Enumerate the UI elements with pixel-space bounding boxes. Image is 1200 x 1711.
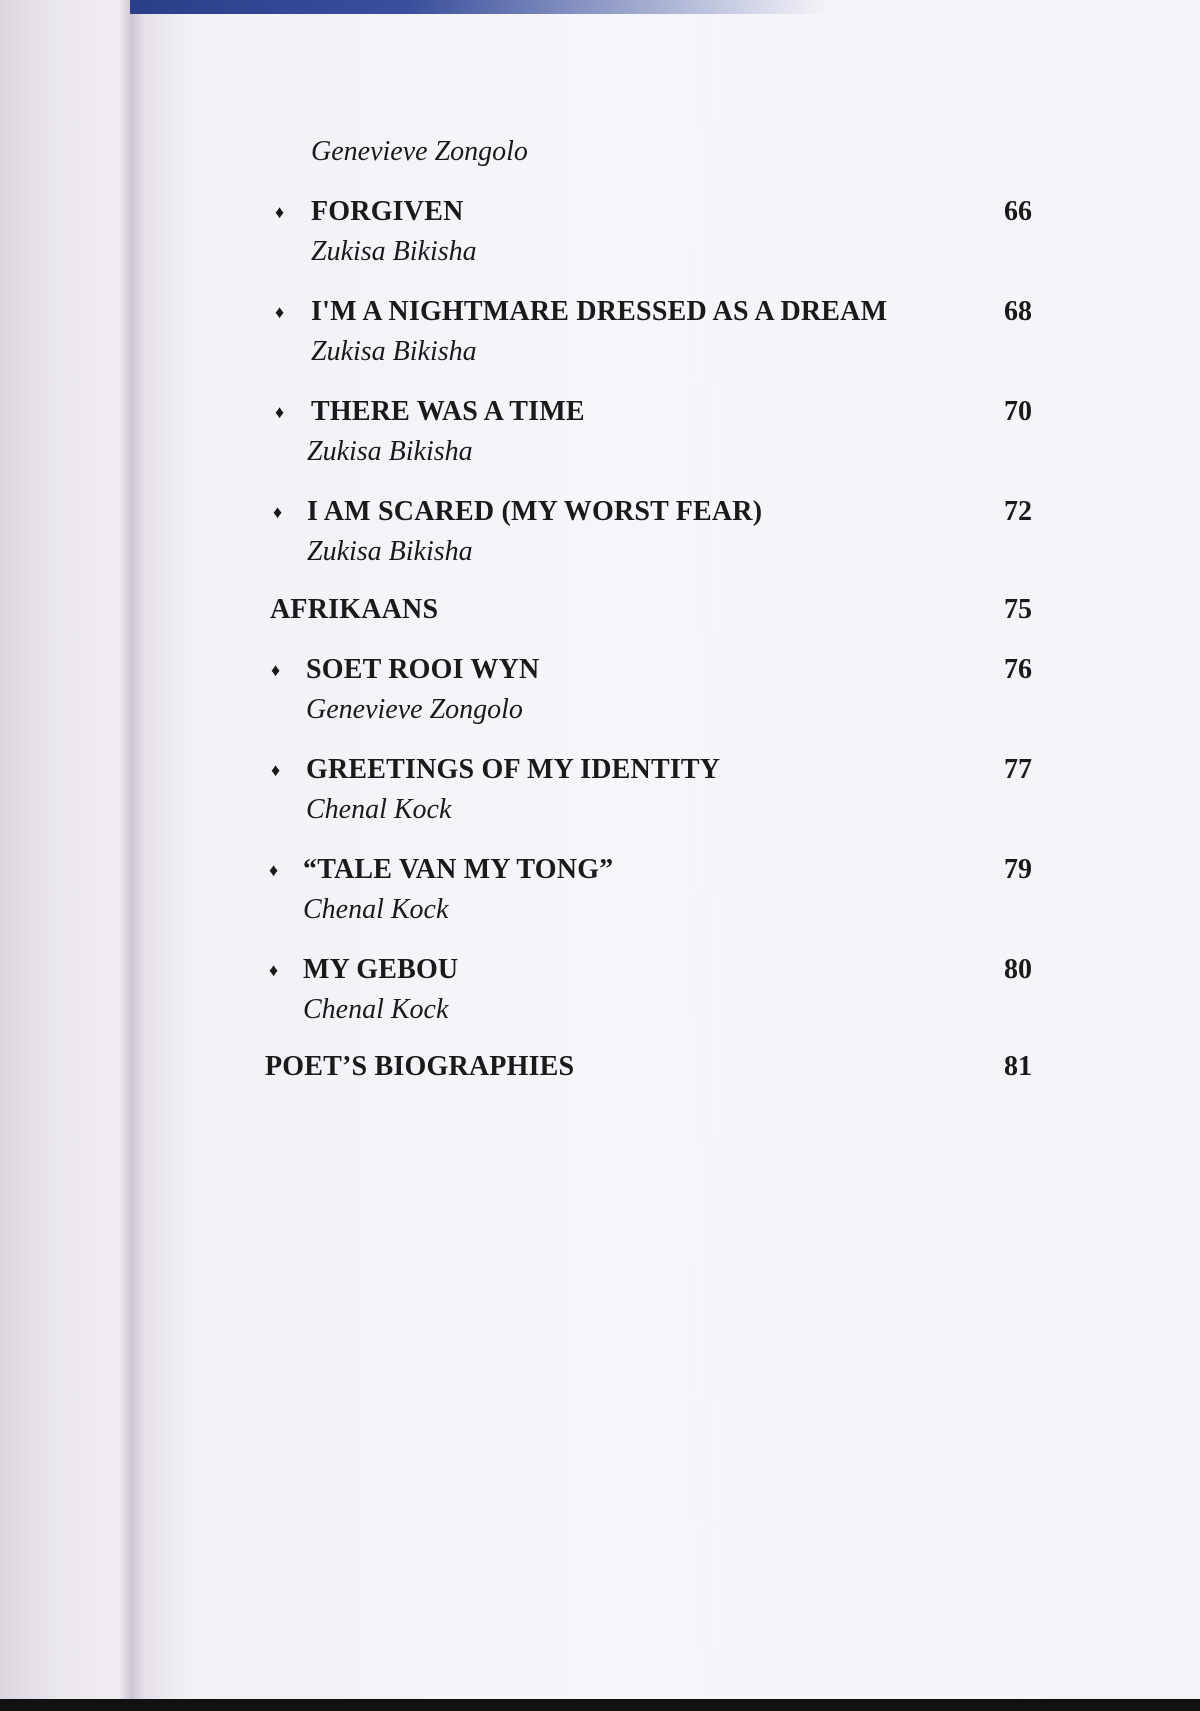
toc-section-page: 75 [1004, 594, 1032, 625]
toc-entry-page: 79 [1004, 854, 1032, 885]
toc-entry-title: I AM SCARED (MY WORST FEAR) [307, 496, 763, 527]
diamond-bullet-icon: ♦ [271, 660, 281, 680]
toc-section-title: AFRIKAANS [270, 594, 439, 625]
toc-section-title: POET’S BIOGRAPHIES [265, 1051, 575, 1082]
diamond-bullet-icon: ♦ [273, 502, 283, 522]
toc-entry-title: I'M A NIGHTMARE DRESSED AS A DREAM [311, 296, 888, 327]
toc-entry-page: 66 [1004, 196, 1032, 227]
toc-entry-author: Chenal Kock [303, 994, 449, 1025]
toc-entry-page: 68 [1004, 296, 1032, 327]
toc-entry-author: Genevieve Zongolo [306, 694, 523, 725]
toc-entry-title: “TALE VAN MY TONG” [303, 854, 614, 885]
toc-entry-author: Zukisa Bikisha [307, 436, 473, 467]
toc-entry-author: Zukisa Bikisha [307, 536, 473, 567]
toc-entry-page: 80 [1004, 954, 1032, 985]
toc-entry-title: THERE WAS A TIME [311, 396, 585, 427]
diamond-bullet-icon: ♦ [269, 860, 279, 880]
toc-entry-title: MY GEBOU [303, 954, 459, 985]
toc-entry-page: 77 [1004, 754, 1032, 785]
toc-entry-page: 70 [1004, 396, 1032, 427]
toc-entry-page: 72 [1004, 496, 1032, 527]
diamond-bullet-icon: ♦ [275, 402, 285, 422]
toc-entry-author: Zukisa Bikisha [311, 336, 477, 367]
toc-entry-title: GREETINGS OF MY IDENTITY [306, 754, 721, 785]
diamond-bullet-icon: ♦ [275, 202, 285, 222]
toc-entry-author: Chenal Kock [303, 894, 449, 925]
diamond-bullet-icon: ♦ [269, 960, 279, 980]
toc-entry-title: SOET ROOI WYN [306, 654, 540, 685]
toc-section-page: 81 [1004, 1051, 1032, 1082]
toc-entry-author: Chenal Kock [306, 794, 452, 825]
toc-entry-title: FORGIVEN [311, 196, 464, 227]
toc-entry-author: Zukisa Bikisha [311, 236, 477, 267]
toc-entry-page: 76 [1004, 654, 1032, 685]
diamond-bullet-icon: ♦ [275, 302, 285, 322]
continuation-author: Genevieve Zongolo [311, 136, 528, 167]
diamond-bullet-icon: ♦ [271, 760, 281, 780]
